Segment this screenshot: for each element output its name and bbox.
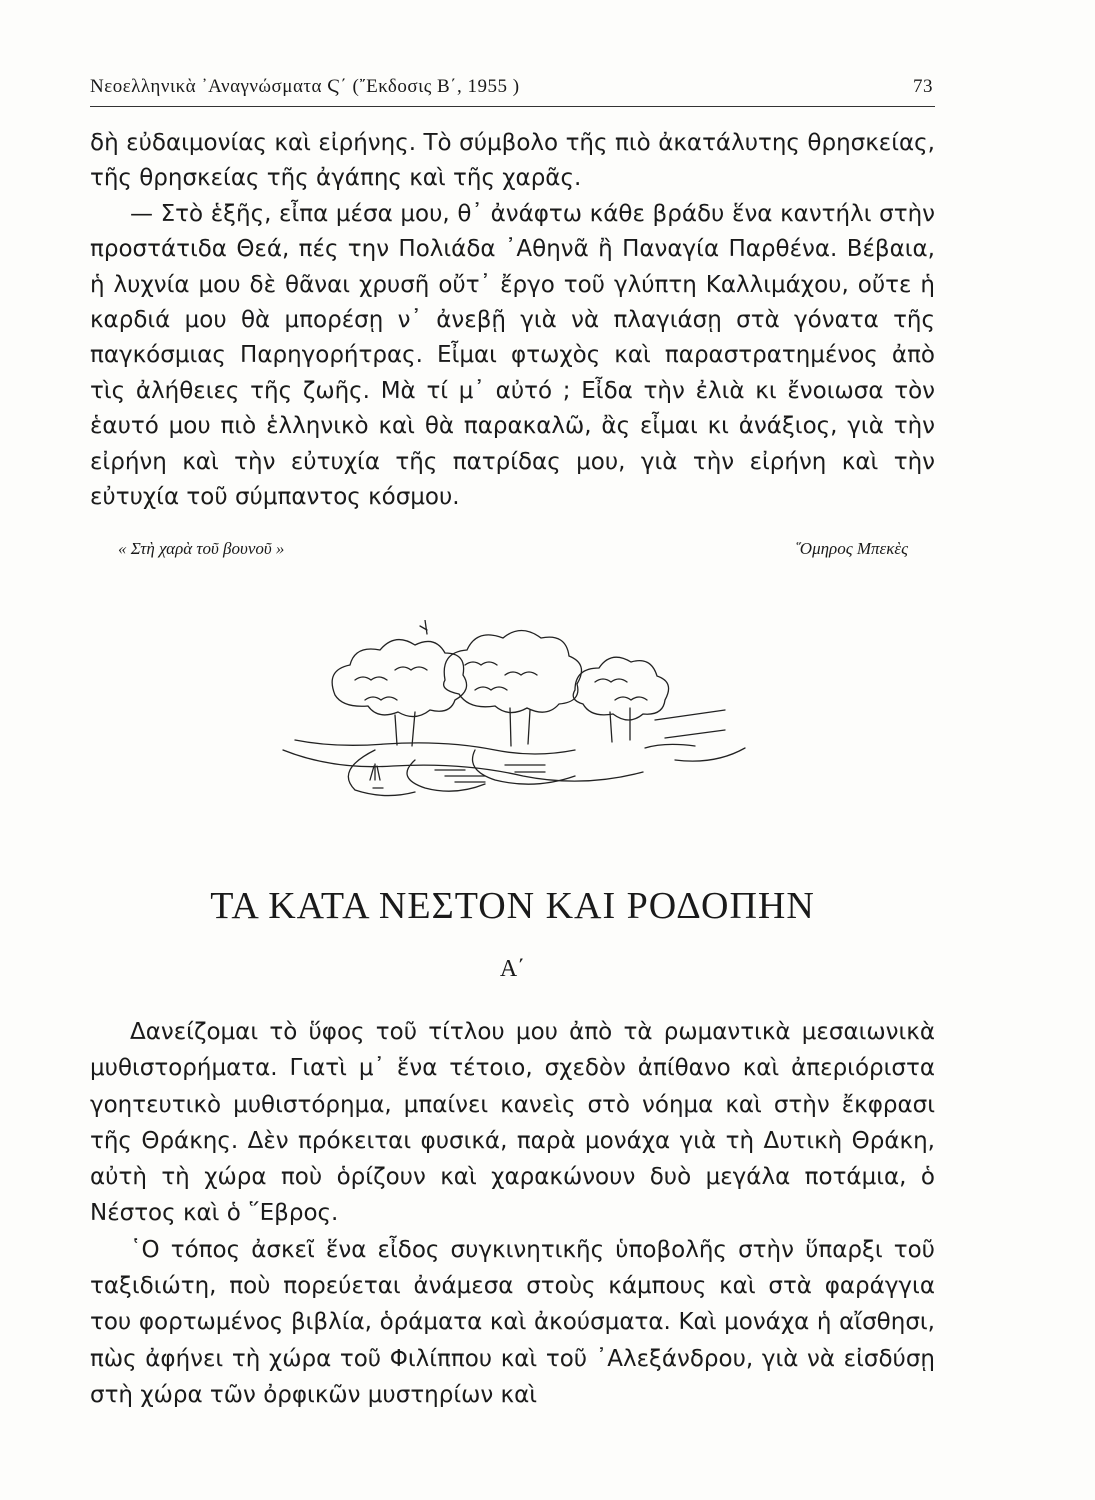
source-citation <box>118 535 908 563</box>
paragraph: δὴ εὐδαιμονίας καὶ εἰρήνης. Τὸ σύμβολο τῆς πιὸ ἀκατάλυτης θρησκείας, τῆς θρησκείας τῆς ἀγάπης καὶ τῆς χαρᾶς. <box>90 130 935 192</box>
passage-second <box>90 1014 935 1413</box>
passage-first <box>90 126 935 515</box>
source-work: « Στὴ χαρὰ τοῦ βουνοῦ » <box>118 539 285 558</box>
running-header <box>90 72 935 107</box>
river-landscape-vignette-icon <box>275 620 755 800</box>
running-title: Νεοελληνικὰ ᾿Αναγνώσματα Ϛ΄ (῎Εκδοσις Β΄, 1955 ) <box>90 76 520 97</box>
paragraph: Δανείζομαι τὸ ὕφος τοῦ τίτλου μου ἀπὸ τὰ ρωμαντικὰ μεσαιωνικὰ μυθιστορήματα. Γιατὶ μ᾿ ἕνα τέτοιο, σχεδὸν ἀπίθανο καὶ ἀπεριόριστα γοητευτικὸ μυθιστόρημα, μπαίνει κανεὶς στὸ νόημα καὶ στὴν ἔκφρασι τῆς Θράκης. Δὲν πρόκειται φυσικά, παρὰ μονάχα γιὰ τὴ Δυτικὴ Θράκη, αὐτὴ τὴ χώρα ποὺ ὁρίζουν καὶ χαρακώνουν δυὸ μεγάλα ποτάμια, ὁ Νέστος καὶ ὁ ῞Εβρος. <box>90 1019 935 1227</box>
section-title: ΤΑ ΚΑΤΑ ΝΕΣΤΟΝ ΚΑΙ ΡΟΔΟΠΗΝ <box>210 885 815 927</box>
page-number: 73 <box>913 76 933 97</box>
paragraph: — Στὸ ἑξῆς, εἶπα μέσα μου, θ᾿ ἀνάφτω κάθε βράδυ ἕνα καντήλι στὴν προστάτιδα Θεά, πές την Πολιάδα ᾿Αθηνᾶ ἢ Παναγία Παρθένα. Βέβαια, ἡ λυχνία μου δὲ θᾶναι χρυσῆ οὔτ᾿ ἔργο τοῦ γλύπτη Καλλιμάχου, οὔτε ἡ καρδιά μου θὰ μπορέσῃ ν᾿ ἀνεβῇ γιὰ νὰ πλαγιάσῃ στὰ γόνατα τῆς παγκόσμιας Παρηγορήτρας. Εἶμαι φτωχὸς καὶ παραστρατημένος ἀπὸ τὶς ἀλήθειες τῆς ζωῆς. Μὰ τί μ᾿ αὐτό ; Εἶδα τὴν ἐλιὰ κι ἔνοιωσα τὸν ἑαυτό μου πιὸ ἑλληνικὸ καὶ θὰ παρακαλῶ, ἂς εἶμαι κι ἀνάξιος, γιὰ τὴν εἰρήνη καὶ τὴν εὐτυχία τῆς πατρίδας μου, γιὰ τὴν εἰρήνη καὶ τὴν εὐτυχία τοῦ σύμπαντος κόσμου. <box>90 200 935 511</box>
source-author: ῞Ομηρος Μπεκὲς <box>794 539 908 558</box>
paragraph: ῾Ο τόπος ἀσκεῖ ἕνα εἶδος συγκινητικῆς ὑποβολῆς στὴν ὕπαρξι τοῦ ταξιδιώτη, ποὺ πορεύεται ἀνάμεσα στοὺς κάμπους καὶ στὰ φαράγγια του φορτωμένος βιβλία, ὁράματα καὶ ἀκούσματα. Καὶ μονάχα ἡ αἴσθησι, πὼς ἀφήνει τὴ χώρα τοῦ Φιλίππου καὶ τοῦ ᾿Αλεξάνδρου, γιὰ νὰ εἰσδύσῃ στὴ χώρα τῶν ὀρφικῶν μυστηρίων καὶ <box>90 1236 935 1408</box>
section-subtitle: Α΄ <box>499 956 526 982</box>
